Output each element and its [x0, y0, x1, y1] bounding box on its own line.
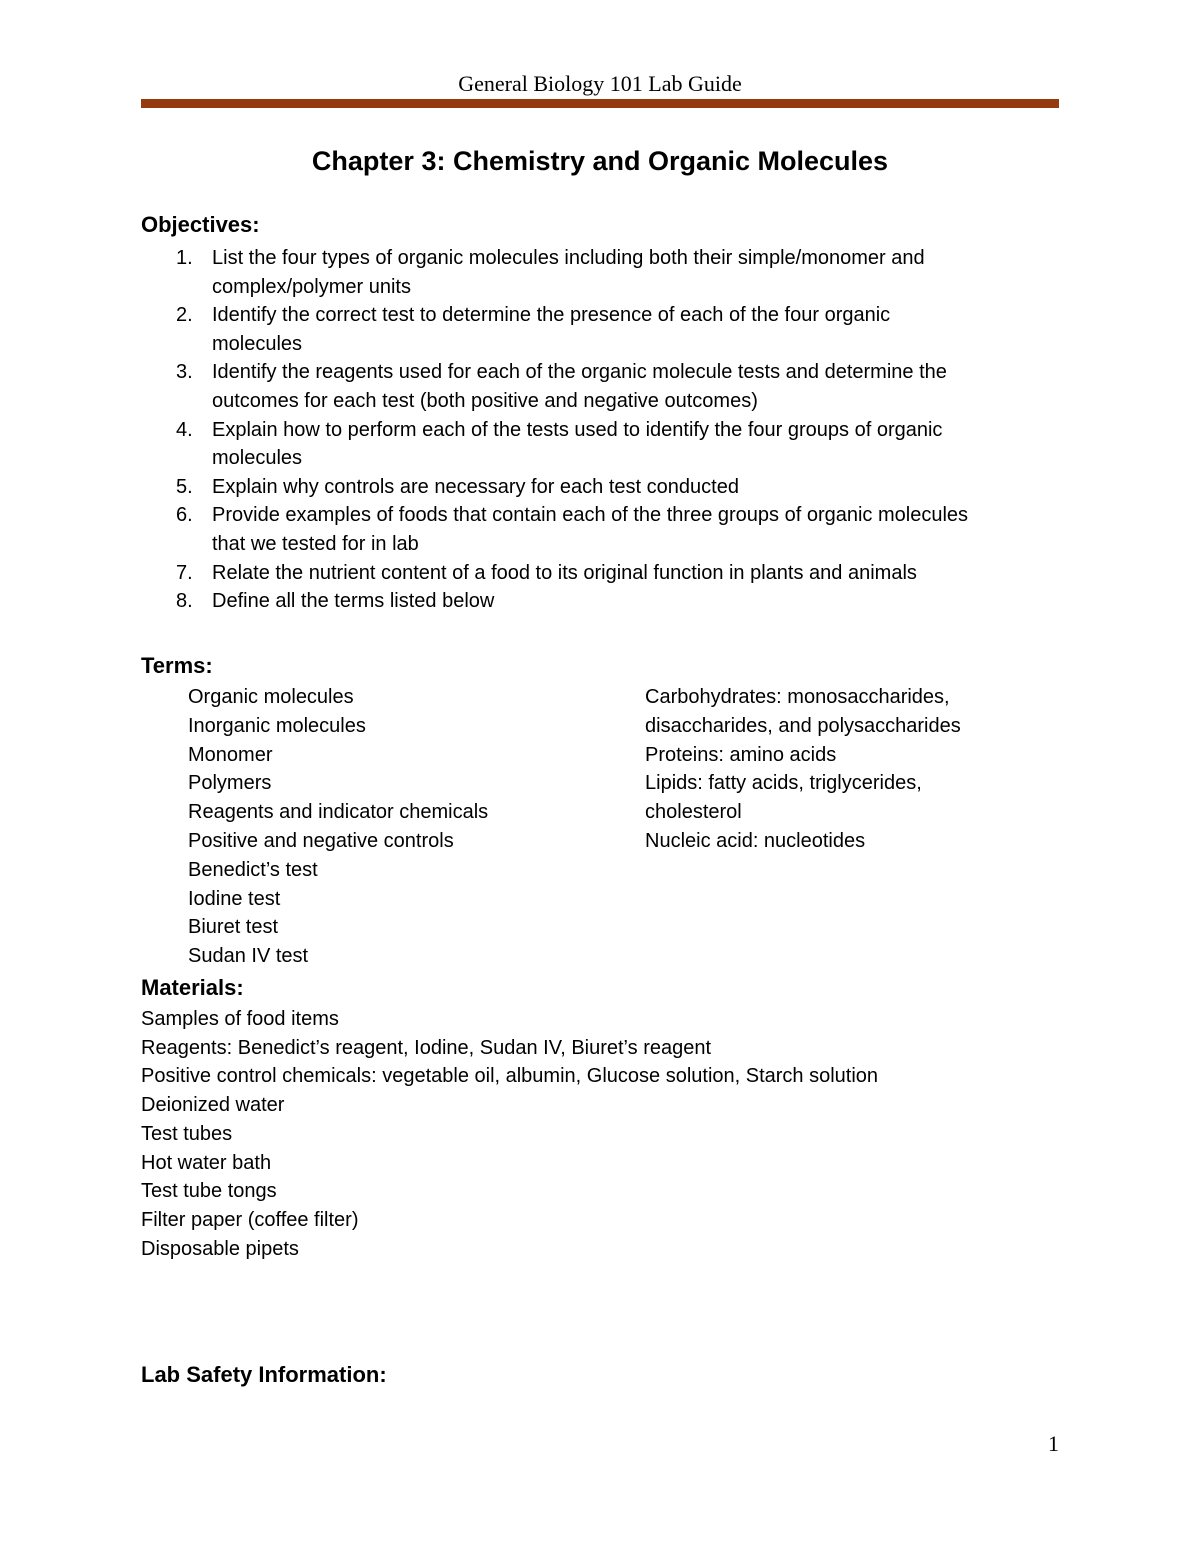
material-item: Test tube tongs: [141, 1180, 277, 1203]
objective-number: 3.: [176, 361, 193, 384]
term-item: Reagents and indicator chemicals: [188, 801, 489, 824]
objective-item: [141, 244, 1041, 301]
term-item: Lipids: fatty acids, triglycerides,: [645, 772, 922, 795]
material-item: Reagents: Benedict’s reagent, Iodine, Sudan IV, Biuret’s reagent: [141, 1036, 712, 1059]
objective-item: [141, 587, 1041, 616]
materials-heading: Materials:: [141, 975, 244, 1000]
term-item: Iodine test: [188, 887, 281, 910]
objectives-list: [141, 244, 1041, 616]
term-item: cholesterol: [645, 801, 742, 824]
material-item: Positive control chemicals: vegetable oil, albumin, Glucose solution, Starch solution: [141, 1065, 879, 1088]
objective-line: complex/polymer units: [212, 275, 411, 298]
page-number: 1: [1048, 1431, 1059, 1456]
header-rule: [141, 99, 1059, 108]
terms-heading: Terms:: [141, 653, 213, 678]
material-item: Hot water bath: [141, 1151, 272, 1174]
objective-line: Relate the nutrient content of a food to its original function in plants and animals: [212, 561, 917, 584]
objective-line: Explain why controls are necessary for each test conducted: [212, 475, 739, 498]
term-item: Polymers: [188, 772, 272, 795]
term-item: Nucleic acid: nucleotides: [645, 829, 866, 852]
material-item: Test tubes: [141, 1122, 233, 1145]
objective-number: 7.: [176, 561, 193, 584]
objective-line: that we tested for in lab: [212, 532, 419, 555]
objective-number: 6.: [176, 504, 193, 527]
objective-number: 1.: [176, 247, 193, 269]
terms-right-column: [645, 683, 1025, 856]
objective-number: 5.: [176, 475, 193, 498]
term-item: Positive and negative controls: [188, 829, 454, 852]
term-item: disaccharides, and polysaccharides: [645, 714, 961, 737]
term-item: Carbohydrates: monosaccharides,: [645, 686, 950, 708]
objective-line: Identify the correct test to determine the presence of each of the four organic: [212, 304, 891, 327]
objective-item: [141, 473, 1041, 502]
material-item: Deionized water: [141, 1094, 285, 1117]
objective-line: molecules: [212, 447, 303, 470]
material-item: Filter paper (coffee filter): [141, 1208, 359, 1231]
objective-line: Identify the reagents used for each of the organic molecule tests and determine the: [212, 361, 947, 384]
objectives-heading: Objectives:: [141, 212, 260, 237]
material-item: Samples of food items: [141, 1008, 339, 1030]
objective-item: [141, 301, 1041, 358]
chapter-title: Chapter 3: Chemistry and Organic Molecules: [311, 146, 889, 176]
lab-safety-heading: Lab Safety Information:: [141, 1362, 387, 1387]
term-item: Monomer: [188, 743, 273, 766]
materials-list: [141, 1005, 1041, 1263]
objective-line: Explain how to perform each of the tests used to identify the four groups of organic: [212, 418, 943, 441]
term-item: Proteins: amino acids: [645, 743, 837, 766]
material-item: Disposable pipets: [141, 1237, 299, 1260]
objective-item: [141, 559, 1041, 588]
running-header: General Biology 101 Lab Guide: [458, 71, 742, 96]
objective-line: Provide examples of foods that contain each of the three groups of organic molecules: [212, 504, 969, 527]
objective-line: Define all the terms listed below: [212, 590, 495, 613]
objective-line: molecules: [212, 332, 303, 355]
term-item: Sudan IV test: [188, 945, 309, 968]
terms-left-column: [188, 683, 618, 971]
objective-number: 8.: [176, 590, 193, 613]
term-item: Benedict’s test: [188, 858, 318, 881]
objective-line: outcomes for each test (both positive and negative outcomes): [212, 389, 758, 412]
objective-item: [141, 501, 1041, 558]
objective-number: 2.: [176, 304, 193, 327]
objective-line: List the four types of organic molecules including both their simple/monomer and: [212, 247, 925, 269]
term-item: Biuret test: [188, 916, 279, 939]
objective-number: 4.: [176, 418, 193, 441]
objective-item: [141, 416, 1041, 473]
term-item: Inorganic molecules: [188, 714, 366, 737]
term-item: Organic molecules: [188, 686, 354, 708]
objective-item: [141, 358, 1041, 415]
